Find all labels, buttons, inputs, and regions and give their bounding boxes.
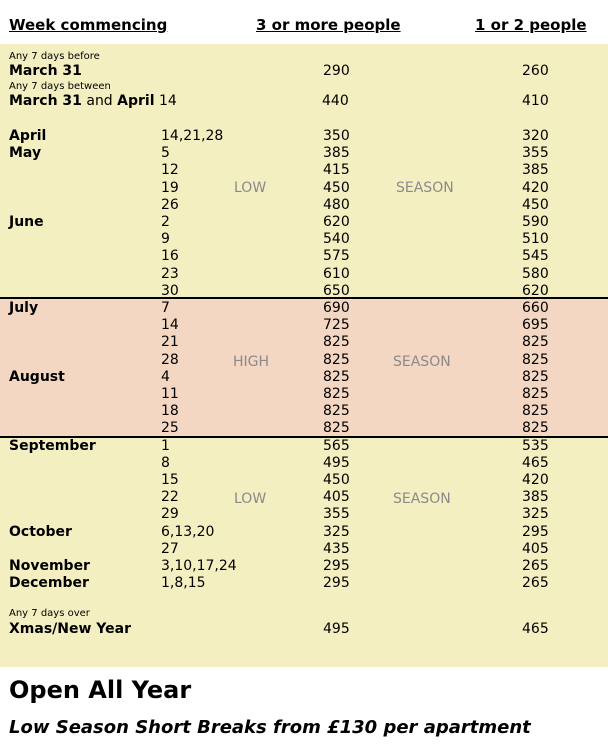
row-day: 27	[161, 541, 179, 557]
row-price-three: 480	[323, 197, 350, 213]
row-price-one: 660	[522, 300, 549, 316]
row-price-one: 535	[522, 438, 549, 454]
row-price-one: 825	[522, 403, 549, 419]
header-three-or-more: 3 or more people	[256, 16, 401, 34]
row-price-three: 825	[323, 334, 350, 350]
high-season-band	[0, 298, 608, 437]
period-between: March 31 and April 14	[9, 93, 177, 109]
price-three-xmas: 495	[323, 621, 350, 637]
row-day: 11	[161, 386, 179, 402]
row-day: 22	[161, 489, 179, 505]
footer	[0, 667, 608, 748]
row-month: July	[9, 300, 39, 316]
row-price-three: 690	[323, 300, 350, 316]
row-day: 29	[161, 506, 179, 522]
row-day: 14,21,28	[161, 128, 224, 144]
row-price-three: 295	[323, 575, 350, 591]
short-breaks-offer: Low Season Short Breaks from £130 per apartment	[9, 717, 531, 738]
row-price-one: 620	[522, 283, 549, 299]
season-label-season-1: SEASON	[396, 180, 454, 196]
row-day: 6,13,20	[161, 524, 215, 540]
row-price-three: 825	[323, 369, 350, 385]
row-price-one: 265	[522, 558, 549, 574]
row-price-three: 825	[323, 403, 350, 419]
row-price-one: 465	[522, 455, 549, 471]
header-one-or-two: 1 or 2 people	[475, 16, 587, 34]
row-price-three: 355	[323, 506, 350, 522]
price-table	[0, 44, 608, 667]
row-month: October	[9, 524, 72, 540]
header-week-commencing: Week commencing	[9, 16, 168, 34]
row-day: 28	[161, 352, 179, 368]
row-price-one: 385	[522, 162, 549, 178]
period-xmas: Xmas/New Year	[9, 621, 131, 637]
season-label-low-2: LOW	[234, 491, 267, 507]
row-day: 15	[161, 472, 179, 488]
row-day: 19	[161, 180, 179, 196]
table-header	[0, 0, 608, 44]
row-price-one: 325	[522, 506, 549, 522]
row-price-one: 825	[522, 352, 549, 368]
row-price-three: 825	[323, 386, 350, 402]
row-month: September	[9, 438, 96, 454]
season-label-season-3: SEASON	[393, 491, 451, 507]
row-day: 4	[161, 369, 170, 385]
row-price-one: 545	[522, 248, 549, 264]
row-day: 2	[161, 214, 170, 230]
row-month: June	[9, 214, 44, 230]
note-xmas: Any 7 days over	[9, 608, 90, 619]
row-price-one: 320	[522, 128, 549, 144]
row-price-one: 295	[522, 524, 549, 540]
row-price-one: 825	[522, 334, 549, 350]
row-price-one: 825	[522, 420, 549, 436]
row-price-one: 450	[522, 197, 549, 213]
open-all-year-heading: Open All Year	[9, 676, 192, 704]
row-price-three: 825	[323, 352, 350, 368]
row-price-one: 265	[522, 575, 549, 591]
row-price-one: 590	[522, 214, 549, 230]
row-day: 21	[161, 334, 179, 350]
row-price-three: 650	[323, 283, 350, 299]
row-price-three: 435	[323, 541, 350, 557]
row-price-one: 825	[522, 369, 549, 385]
row-day: 1,8,15	[161, 575, 206, 591]
row-day: 9	[161, 231, 170, 247]
row-price-three: 575	[323, 248, 350, 264]
note-between: Any 7 days between	[9, 81, 111, 92]
price-three-between: 440	[322, 93, 349, 109]
row-price-one: 580	[522, 266, 549, 282]
high-season-top-rule	[0, 297, 608, 299]
row-price-one: 825	[522, 386, 549, 402]
row-price-three: 725	[323, 317, 350, 333]
row-day: 23	[161, 266, 179, 282]
row-price-one: 695	[522, 317, 549, 333]
row-day: 1	[161, 438, 170, 454]
season-label-season-2: SEASON	[393, 354, 451, 370]
row-price-three: 295	[323, 558, 350, 574]
period-before-march: March 31	[9, 63, 82, 79]
row-day: 3,10,17,24	[161, 558, 237, 574]
row-price-three: 405	[323, 489, 350, 505]
row-price-three: 495	[323, 455, 350, 471]
row-price-one: 510	[522, 231, 549, 247]
row-price-one: 355	[522, 145, 549, 161]
row-day: 8	[161, 455, 170, 471]
row-price-three: 350	[323, 128, 350, 144]
row-price-three: 610	[323, 266, 350, 282]
row-price-three: 565	[323, 438, 350, 454]
row-day: 12	[161, 162, 179, 178]
row-month: May	[9, 145, 42, 161]
row-day: 30	[161, 283, 179, 299]
row-day: 25	[161, 420, 179, 436]
row-price-three: 325	[323, 524, 350, 540]
row-month: November	[9, 558, 90, 574]
row-month: April	[9, 128, 47, 144]
row-price-one: 420	[522, 472, 549, 488]
row-month: December	[9, 575, 89, 591]
row-price-three: 450	[323, 472, 350, 488]
row-price-three: 540	[323, 231, 350, 247]
row-day: 18	[161, 403, 179, 419]
row-day: 16	[161, 248, 179, 264]
row-day: 5	[161, 145, 170, 161]
price-one-xmas: 465	[522, 621, 549, 637]
note-before: Any 7 days before	[9, 51, 100, 62]
row-day: 26	[161, 197, 179, 213]
row-price-three: 385	[323, 145, 350, 161]
season-label-low-1: LOW	[234, 180, 267, 196]
price-one-between: 410	[522, 93, 549, 109]
row-price-three: 415	[323, 162, 350, 178]
row-price-one: 420	[522, 180, 549, 196]
row-day: 7	[161, 300, 170, 316]
row-price-three: 620	[323, 214, 350, 230]
price-one-before: 260	[522, 63, 549, 79]
row-month: August	[9, 369, 65, 385]
row-price-one: 385	[522, 489, 549, 505]
price-three-before: 290	[323, 63, 350, 79]
row-price-three: 450	[323, 180, 350, 196]
season-label-high: HIGH	[233, 354, 270, 370]
row-day: 14	[161, 317, 179, 333]
row-price-three: 825	[323, 420, 350, 436]
row-price-one: 405	[522, 541, 549, 557]
